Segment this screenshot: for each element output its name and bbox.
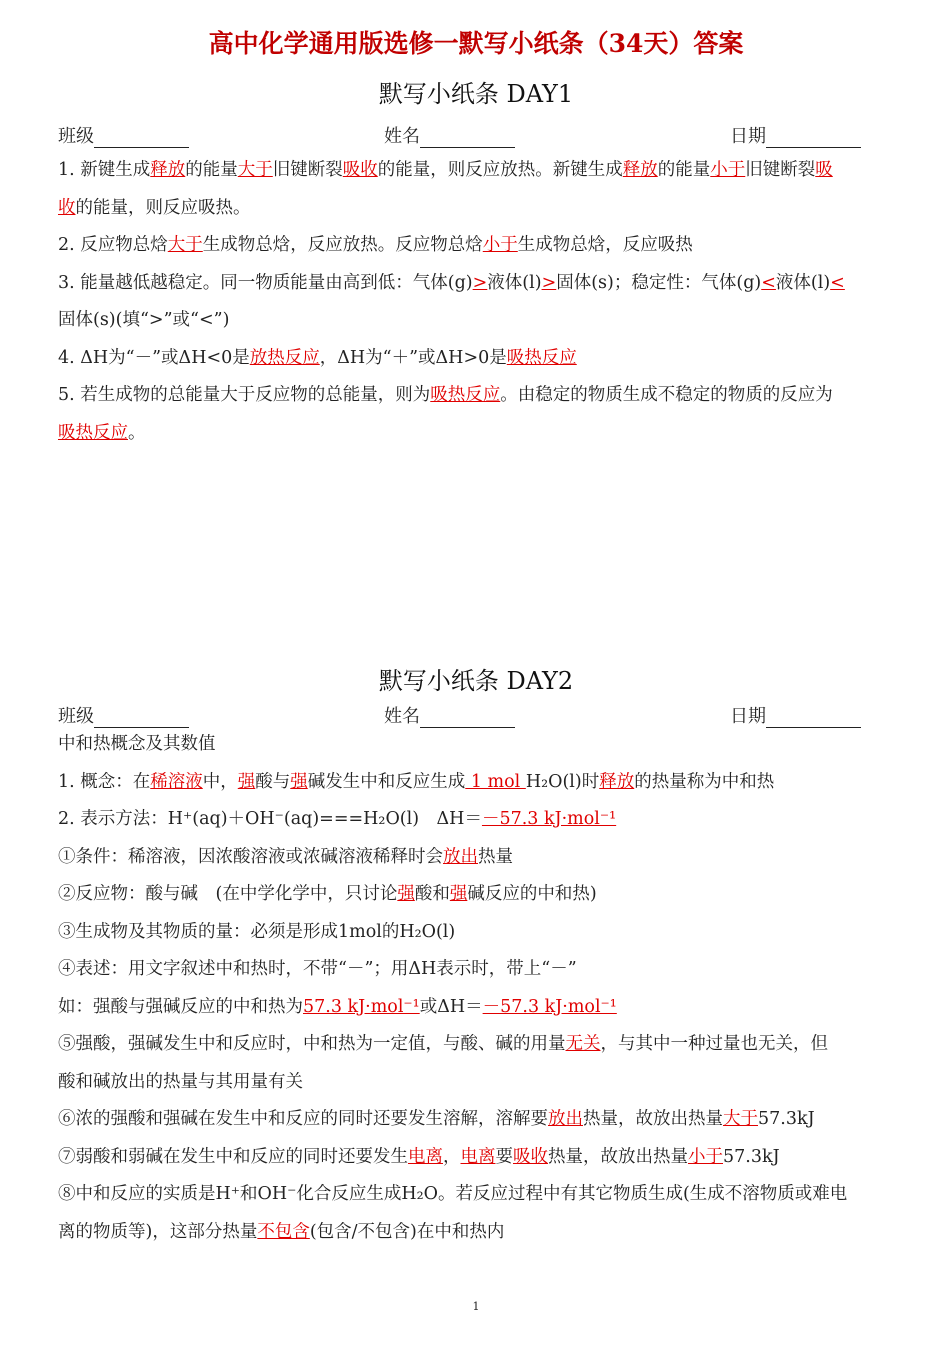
answer-text: 稀溶液 <box>150 771 203 792</box>
answer-text: 吸热反应 <box>58 422 128 443</box>
text-line <box>58 839 903 877</box>
answer-text: 强 <box>449 884 468 904</box>
answer-text: 57.3 kJ·mol⁻¹ <box>303 996 420 1017</box>
text-line <box>58 1064 903 1102</box>
text-line <box>58 1139 903 1177</box>
text-line <box>58 1214 903 1252</box>
text-line <box>58 989 903 1027</box>
prompt-text: ④表述：用文字叙述中和热时，不带“－”；用ΔH表示时，带上“－” <box>58 959 577 979</box>
answer-text: 吸收 <box>342 160 378 180</box>
day2-heading: 默写小纸条 DAY2 <box>378 667 574 695</box>
text-line <box>58 914 903 952</box>
text-line <box>58 265 903 303</box>
answer-text: 释放 <box>599 771 635 792</box>
prompt-text: 酸和 <box>414 884 450 904</box>
prompt-text: 。由稳定的物质生成不稳定的物质的反应为 <box>500 385 833 405</box>
prompt-text: ③生成物及其物质的量：必须是形成1mol的H₂O(l) <box>58 921 456 942</box>
prompt-text: 5. 若生成物的总能量大于反应物的总能量，则为 <box>58 385 431 405</box>
prompt-text: 4. ΔH为“－”或ΔH<0是 <box>58 347 250 368</box>
text-line <box>58 1176 903 1214</box>
answer-text: 放热反应 <box>249 347 320 368</box>
answer-text: 释放 <box>622 160 658 180</box>
prompt-text: 液体(l) <box>487 272 542 293</box>
prompt-text: 中， <box>202 771 238 792</box>
prompt-text: 热量 <box>478 846 513 867</box>
prompt-text: 的能量 <box>185 160 238 180</box>
answer-text: < <box>761 272 776 293</box>
prompt-text: ⑦弱酸和弱碱在发生中和反应的同时还要发生 <box>58 1146 408 1167</box>
answer-text: 放出 <box>443 846 478 867</box>
answer-text: 吸热反应 <box>430 385 501 405</box>
page-number: 1 <box>472 1300 480 1313</box>
prompt-text: 热量，故放出热量 <box>548 1146 688 1167</box>
name-field: 姓名 <box>384 122 515 148</box>
answer-text: > <box>472 272 488 293</box>
prompt-text: 液体(l) <box>775 272 831 293</box>
answer-text: －57.3 kJ·mol⁻¹ <box>482 996 617 1017</box>
prompt-text: 或ΔH＝ <box>419 996 483 1017</box>
answer-text: 小于 <box>482 235 518 255</box>
answer-text: 不包含 <box>257 1221 310 1242</box>
answer-text: 电离 <box>460 1146 496 1167</box>
text-line <box>58 190 903 228</box>
text-line <box>58 377 903 415</box>
date-field: 日期 <box>730 702 861 728</box>
answer-text: > <box>541 272 557 293</box>
day2-info-row <box>58 702 868 726</box>
prompt-text: ⑤强酸，强碱发生中和反应时，中和热为一定值，与酸、碱的用量 <box>58 1034 566 1054</box>
prompt-text: 57.3kJ <box>723 1146 780 1167</box>
prompt-text: 酸和碱放出的热量与其用量有关 <box>58 1071 303 1092</box>
prompt-text: 中和热概念及其数值 <box>58 734 216 754</box>
prompt-text: 的能量 <box>657 160 711 180</box>
prompt-text: ，ΔH为“＋”或ΔH>0是 <box>319 347 507 368</box>
answer-text: 吸 <box>815 160 833 180</box>
prompt-text: 2. 反应物总焓 <box>58 235 168 255</box>
answer-text: 大于 <box>237 160 273 180</box>
answer-text: 大于 <box>167 235 203 255</box>
text-line <box>58 415 903 453</box>
answer-text: 吸热反应 <box>506 347 577 368</box>
prompt-text: 要 <box>495 1146 513 1167</box>
answer-text: 强 <box>237 771 256 792</box>
prompt-text: 离的物质等)，这部分热量 <box>58 1221 258 1242</box>
prompt-text: H₂O(l)时 <box>525 771 600 792</box>
answer-text: 放出 <box>548 1109 583 1129</box>
prompt-text: 旧键断裂 <box>272 160 343 180</box>
prompt-text: ②反应物：酸与碱 (在中学化学中，只讨论 <box>58 884 398 904</box>
prompt-text: 碱反应的中和热) <box>467 884 597 904</box>
text-line <box>58 726 903 764</box>
prompt-text: ，与其中一种过量也无关，但 <box>600 1034 828 1054</box>
answer-text: －57.3 kJ·mol⁻¹ <box>481 809 617 829</box>
prompt-text: 碱发生中和反应生成 <box>307 771 466 792</box>
answer-text: 收 <box>58 197 76 218</box>
class-field: 班级 <box>58 122 189 148</box>
prompt-text: 。 <box>128 422 146 443</box>
prompt-text: 如：强酸与强碱反应的中和热为 <box>58 996 303 1017</box>
prompt-text: 生成物总焓，反应吸热 <box>517 235 693 255</box>
answer-text: 强 <box>397 884 415 904</box>
prompt-text: 的能量，则反应放热。新键生成 <box>377 160 623 180</box>
answer-text: 电离 <box>408 1146 443 1167</box>
date-field: 日期 <box>730 122 861 148</box>
text-line <box>58 876 903 914</box>
text-line <box>58 227 903 265</box>
answer-text: < <box>830 272 845 293</box>
answer-text: 无关 <box>565 1034 601 1054</box>
prompt-text: ， <box>443 1146 461 1167</box>
prompt-text: 3. 能量越低越稳定。同一物质能量由高到低：气体(g) <box>58 272 473 293</box>
document-title: 高中化学通用版选修一默写小纸条（34天）答案 <box>208 29 744 58</box>
text-line <box>58 152 903 190</box>
day1-info-row <box>58 122 868 146</box>
day2-content <box>58 726 903 1251</box>
day1-content <box>58 152 903 452</box>
text-line <box>58 1101 903 1139</box>
prompt-text: 固体(s)(填“>”或“<”) <box>58 310 230 330</box>
prompt-text: 1. 新键生成 <box>58 160 151 180</box>
text-line <box>58 951 903 989</box>
prompt-text: 1. 概念：在 <box>58 771 151 792</box>
text-line <box>58 1026 903 1064</box>
day1-heading: 默写小纸条 DAY1 <box>378 80 574 108</box>
answer-text: 强 <box>290 771 308 792</box>
prompt-text: 热量，故放出热量 <box>583 1109 723 1129</box>
answer-text: 小于 <box>710 160 746 180</box>
answer-text: 吸收 <box>513 1146 548 1167</box>
answer-text: 小于 <box>688 1146 723 1167</box>
answer-text: 大于 <box>723 1109 758 1129</box>
prompt-text: 旧键断裂 <box>745 160 816 180</box>
prompt-text: 固体(s)；稳定性：气体(g) <box>556 272 762 293</box>
text-line <box>58 340 903 378</box>
class-field: 班级 <box>58 702 189 728</box>
prompt-text: 生成物总焓，反应放热。反应物总焓 <box>202 235 483 255</box>
prompt-text: 2. 表示方法：H⁺(aq)＋OH⁻(aq)===H₂O(l) ΔH＝ <box>58 809 482 829</box>
prompt-text: ①条件：稀溶液，因浓酸溶液或浓碱溶液稀释时会 <box>58 846 443 867</box>
text-line <box>58 764 903 802</box>
prompt-text: (包含/不包含)在中和热内 <box>309 1221 505 1242</box>
prompt-text: ⑧中和反应的实质是H⁺和OH⁻化合反应生成H₂O。若反应过程中有其它物质生成(生成不溶物质或难电 <box>58 1184 848 1204</box>
answer-text: 释放 <box>150 160 186 180</box>
text-line <box>58 302 903 340</box>
answer-text: 1 mol <box>465 771 526 792</box>
prompt-text: 57.3kJ <box>758 1109 815 1129</box>
prompt-text: 酸与 <box>255 771 291 792</box>
name-field: 姓名 <box>384 702 515 728</box>
prompt-text: ⑥浓的强酸和强碱在发生中和反应的同时还要发生溶解，溶解要 <box>58 1109 548 1129</box>
text-line <box>58 801 903 839</box>
prompt-text: 的热量称为中和热 <box>634 771 775 792</box>
prompt-text: 的能量，则反应吸热。 <box>75 197 251 218</box>
